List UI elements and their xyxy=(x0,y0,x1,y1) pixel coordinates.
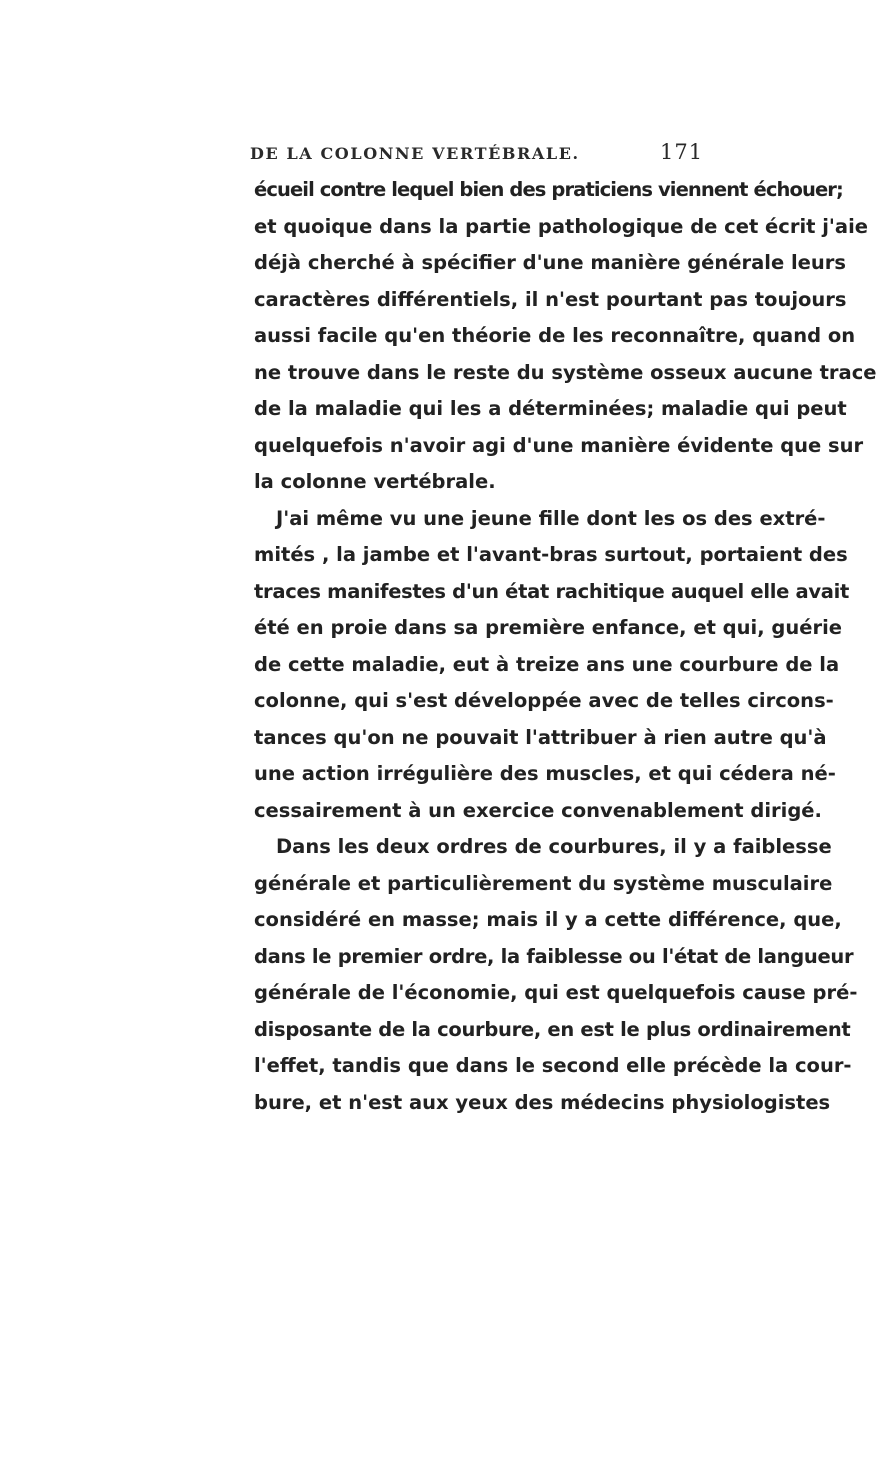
text-line: et quoique dans la partie pathologique de cet écrit j'aie xyxy=(254,214,868,238)
text-line: de cette maladie, eut à treize ans une courbure de la xyxy=(254,652,840,676)
text-line: disposante de la courbure, en est le plus ordinairement xyxy=(254,1017,851,1041)
body-text xyxy=(254,172,877,1121)
text-line: aussi facile qu'en théorie de les reconnaître, quand on xyxy=(254,324,856,347)
running-head-title: DE LA COLONNE VERTÉBRALE. xyxy=(250,144,580,163)
text-line: cessairement à un exercice convenablement dirigé. xyxy=(254,798,822,822)
text-line: générale et particulièrement du système musculaire xyxy=(254,871,833,895)
text-line: traces manifestes d'un état rachitique auquel elle avait xyxy=(254,579,850,603)
text-line: Dans les deux ordres de courbures, il y a faiblesse xyxy=(276,835,832,858)
text-line: de la maladie qui les a déterminées; maladie qui peut xyxy=(254,397,847,420)
text-line: déjà cherché à spécifier d'une manière générale leurs xyxy=(254,251,847,274)
text-line: mités , la jambe et l'avant-bras surtout, portaient des xyxy=(254,543,848,566)
text-line: une action irrégulière des muscles, et qui cédera né- xyxy=(254,762,836,785)
text-line: l'effet, tandis que dans le second elle précède la cour- xyxy=(254,1054,852,1077)
text-line: bure, et n'est aux yeux des médecins physiologistes xyxy=(254,1090,831,1114)
text-line: considéré en masse; mais il y a cette différence, que, xyxy=(254,908,842,931)
text-line: quelquefois n'avoir agi d'une manière évidente que sur xyxy=(254,433,864,457)
page-number: 171 xyxy=(660,140,704,164)
text-line: générale de l'économie, qui est quelquefois cause pré- xyxy=(254,981,858,1004)
text-line: colonne, qui s'est développée avec de telles circons- xyxy=(254,689,834,712)
text-line: été en proie dans sa première enfance, et qui, guérie xyxy=(254,616,842,639)
text-line: J'ai même vu une jeune fille dont les os des extré- xyxy=(276,506,826,530)
text-line: la colonne vertébrale. xyxy=(254,470,496,493)
text-line: dans le premier ordre, la faiblesse ou l'état de langueur xyxy=(254,944,854,968)
text-line: ne trouve dans le reste du système osseux aucune trace xyxy=(254,360,877,384)
text-line: caractères différentiels, il n'est pourtant pas toujours xyxy=(254,287,847,311)
text-line: écueil contre lequel bien des praticiens viennent échouer; xyxy=(254,178,843,201)
text-line: tances qu'on ne pouvait l'attribuer à rien autre qu'à xyxy=(254,725,827,749)
